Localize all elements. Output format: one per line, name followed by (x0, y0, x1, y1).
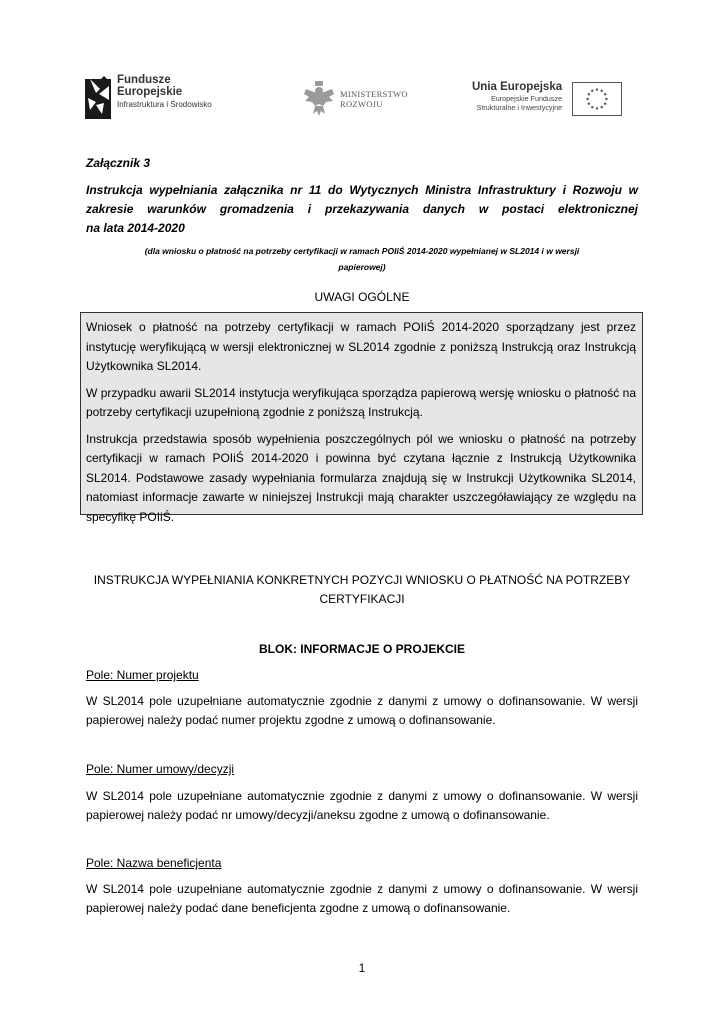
field-description-line: W SL2014 pole uzupełniane automatycznie zgodnie z danymi z umowy o dofinansowanie. W wersji (86, 882, 638, 896)
general-note-1: Wniosek o płatność na potrzeby certyfikacji w ramach POIiŚ 2014-2020 sporządzany jest przez instytucję weryfikującą w wersji elektronicznej w SL2014 zgodnie z poniższą Instrukcją oraz Instrukcją Użytkownika SL2014. (86, 320, 636, 373)
field-description-line: W SL2014 pole uzupełniane automatycznie zgodnie z danymi z umowy o dofinansowanie. W wersji (86, 694, 638, 708)
title-line-2: zakresie warunków gromadzenia i przekazywania danych w postaci elektronicznej (86, 202, 638, 216)
title-line-1: Instrukcja wypełniania załącznika nr 11 do Wytycznych Ministra Infrastruktury i Rozwoju w (86, 183, 638, 197)
polish-eagle-icon (303, 80, 335, 118)
fundusze-europejskie-logo (84, 74, 212, 120)
fe-logo-line2: Europejskie (117, 86, 183, 98)
subtitle-line-2: papierowej) (338, 262, 386, 272)
field-description-line: papierowej należy podać dane beneficjenta zgodne z umową o dofinansowanie. (86, 901, 511, 915)
field-description-line: papierowej należy podać numer projektu zgodne z umową o dofinansowanie. (86, 713, 496, 727)
field-label: Pole: Numer umowy/decyzji (86, 762, 235, 776)
field-section (86, 760, 638, 779)
fe-logo-line1: Fundusze (117, 74, 171, 86)
annex-label: Załącznik 3 (86, 156, 151, 170)
instructions-heading-line-1: INSTRUKCJA WYPEŁNIANIA KONKRETNYCH POZYCJI WNIOSKU O PŁATNOŚĆ NA POTRZEBY (93, 573, 631, 587)
eu-flag-icon (572, 82, 622, 116)
ministry-logo-line2: ROZWOJU (340, 99, 383, 109)
field-label: Pole: Numer projektu (86, 668, 199, 682)
page-number: 1 (358, 961, 366, 975)
ministry-logo-line1: MINISTERSTWO (340, 89, 408, 99)
general-notes-heading: UWAGI OGÓLNE (314, 290, 410, 304)
field-description-line: W SL2014 pole uzupełniane automatycznie zgodnie z danymi z umowy o dofinansowanie. W wersji (86, 789, 638, 803)
ministry-logo (303, 80, 408, 118)
eu-logo-line3: Strukturalne i Inwestycyjne (476, 103, 563, 112)
subtitle-line-1: (dla wniosku o płatność na potrzeby certyfikacji w ramach POIiŚ 2014-2020 wypełnianej w SL2014 i w wersji (144, 246, 580, 256)
eu-funds-logo (472, 80, 622, 116)
field-section (86, 666, 638, 685)
title-line-3: na lata 2014-2020 (86, 221, 185, 235)
block-heading: BLOK: INFORMACJE O PROJEKCIE (258, 642, 465, 656)
field-description-line: papierowej należy podać nr umowy/decyzji/aneksu zgodne z umową o dofinansowanie. (86, 808, 550, 822)
logo-header (84, 70, 640, 128)
general-note-2: W przypadku awarii SL2014 instytucja weryfikująca sporządza papierową wersję wniosku o płatność na potrzeby certyfikacji uzupełnioną zgodnie z poniższą Instrukcją. (86, 385, 636, 419)
field-label: Pole: Nazwa beneficjenta (86, 856, 222, 870)
general-note-3: Instrukcja przedstawia sposób wypełnienia poszczególnych pól we wniosku o płatność na potrzeby certyfikacji w ramach POIiŚ 2014-2020 i powinna być czytana łącznie z Instrukcją Użytkownika SL2014. Podstawowe zasady wypełniania formularza znajdują się w Instrukcji Użytkownika SL2014, natomiast informacje zawarte w niniejszej Instrukcji mają charakter uszczegóławiający ze względu na specyfikę POIiŚ. (86, 431, 636, 524)
instructions-heading-line-2: CERTYFIKACJI (319, 592, 405, 606)
fe-logo-line3: Infrastruktura i Środowisko (117, 100, 212, 109)
fe-emblem-icon (84, 74, 114, 120)
field-section (86, 854, 638, 873)
eu-logo-line1: Unia Europejska (472, 81, 563, 93)
general-notes-box (80, 312, 643, 524)
eu-logo-line2: Europejskie Fundusze (491, 94, 563, 103)
